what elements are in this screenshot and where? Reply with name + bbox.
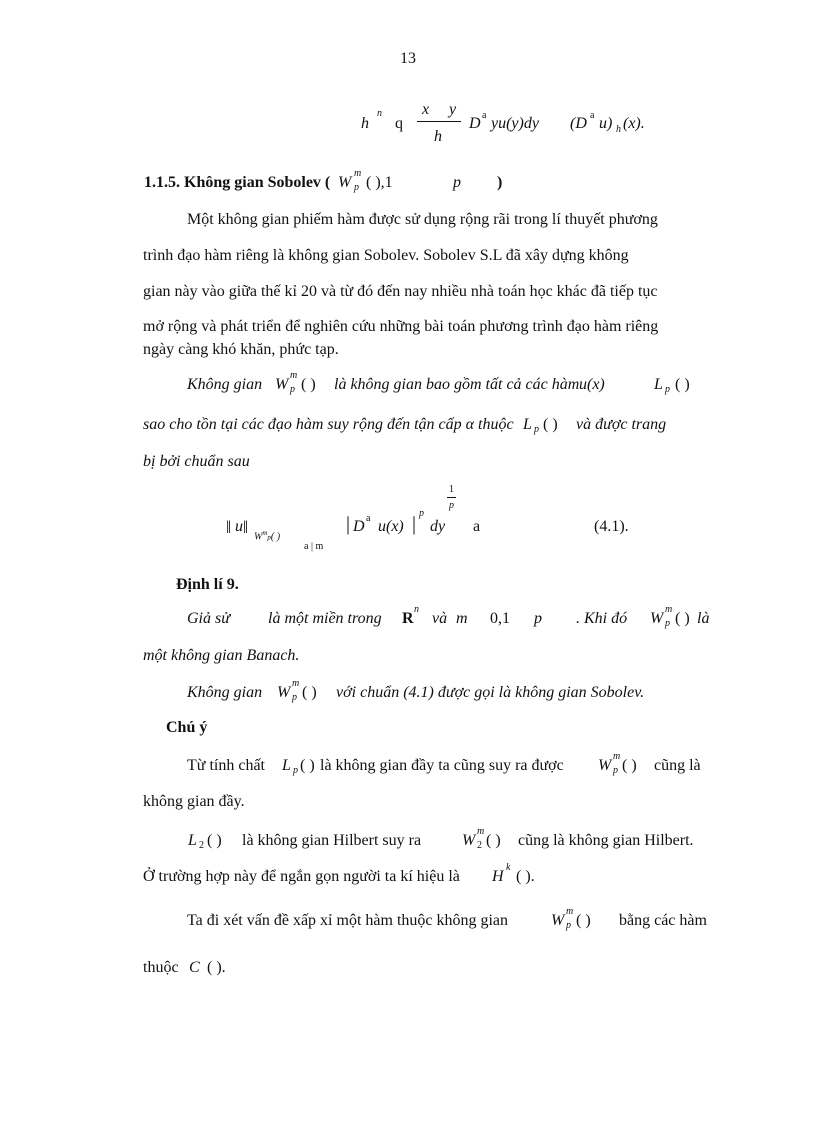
def-ux: u(x) xyxy=(579,376,605,393)
theorem-R: R xyxy=(402,610,414,627)
eq-q: q xyxy=(395,115,403,132)
note-l5-a: Ta đi xét vấn đề xấp xỉ một hàm thuộc không gian xyxy=(187,912,509,929)
theorem-l1-a: Giả sử xyxy=(187,610,230,627)
note-l5-b: bằng các hàm xyxy=(619,912,707,929)
theorem-l3-a: Không gian xyxy=(187,684,263,701)
theorem-l2: một không gian Banach. xyxy=(143,647,300,664)
theorem-W: W xyxy=(650,610,664,627)
note-L2-sub: 2 xyxy=(199,840,204,851)
theorem-m: m xyxy=(456,610,468,627)
note-title: Chú ý xyxy=(166,719,208,736)
norm-sub: $W^mp$( ) xyxy=(254,529,281,543)
norm-open-bars: ‖ xyxy=(226,517,232,537)
note-H-k: k xyxy=(506,862,511,873)
theorem-title: Định lí 9. xyxy=(176,576,239,593)
eq-n: n xyxy=(377,108,382,119)
para1-line-2: trình đạo hàm riêng là không gian Sobolev. Sobolev S.L đã xây dựng không xyxy=(143,247,629,264)
section-W: W xyxy=(338,174,352,191)
section-m: m xyxy=(354,168,362,179)
theorem-cond: 0,1 xyxy=(490,610,510,627)
eq-y: y xyxy=(449,101,457,118)
theorem-l1-d: là xyxy=(697,610,710,627)
note-l5-W-m: m xyxy=(566,906,574,917)
note-l4-b: ( ). xyxy=(516,868,535,885)
eq-rhs-x: (x). xyxy=(623,115,645,132)
note-l1-b: là không gian đầy ta cũng suy ra được xyxy=(320,757,564,774)
note-L-paren: ( ) xyxy=(300,757,315,774)
norm-tail: a xyxy=(473,518,481,535)
def-l2-a: sao cho tồn tại các đạo hàm suy rộng đến tận cấp α thuộc xyxy=(143,416,514,433)
note-l3-b: cũng là không gian Hilbert. xyxy=(518,832,694,849)
def-L-paren: ( ) xyxy=(675,376,690,393)
note-l6-b: ( ). xyxy=(207,959,226,976)
norm-abs-close: | xyxy=(412,513,417,535)
eq-rhs-alpha: a xyxy=(590,110,595,121)
norm-label: (4.1). xyxy=(594,518,629,535)
theorem-W-m: m xyxy=(665,604,673,615)
eq-fraction-bar xyxy=(417,121,461,122)
note-l6-a: thuộc xyxy=(143,959,179,976)
theorem-l3-W-p: p xyxy=(292,692,297,703)
note-l1-a: Từ tính chất xyxy=(187,757,265,774)
eq-rhs-u: u) xyxy=(599,115,613,132)
norm-D: D xyxy=(353,518,365,535)
norm-close-bars: ‖ xyxy=(243,517,249,537)
eq-integrand: yu(y)dy xyxy=(491,115,539,132)
note-L2: L xyxy=(188,832,197,849)
section-close: ) xyxy=(497,174,503,191)
def-l1-b: là không gian bao gồm tất cả các hàm xyxy=(334,376,580,393)
note-l3-a: là không gian Hilbert suy ra xyxy=(242,832,422,849)
norm-abs-open: | xyxy=(346,513,351,535)
def-L2: L xyxy=(523,416,532,433)
section-mid: ( ),1 xyxy=(366,174,393,191)
def-L: L xyxy=(654,376,663,393)
para1-line-4: mở rộng và phát triển để nghiên cứu những bài toán phương trình đạo hàm riêng xyxy=(143,318,659,335)
norm-sum-index: a | m xyxy=(304,541,324,552)
norm-ux: u(x) xyxy=(378,518,404,535)
note-l1-c: cũng là xyxy=(654,757,701,774)
theorem-R-n: n xyxy=(414,604,419,615)
norm-u: u xyxy=(235,518,243,535)
theorem-p: p xyxy=(534,610,542,627)
norm-exp-num: 1 xyxy=(449,484,454,495)
eq-h: h xyxy=(361,115,369,132)
norm-p: p xyxy=(419,508,424,519)
note-W2-sub: 2 xyxy=(477,840,482,851)
eq-rhs-h: h xyxy=(616,124,621,135)
note-l5-W: W xyxy=(551,912,565,929)
theorem-l1-b: là một miền trong xyxy=(268,610,382,627)
def-l1-a: Không gian xyxy=(187,376,263,393)
theorem-l3-b: với chuẩn (4.1) được gọi là không gian Sobolev. xyxy=(336,684,645,701)
note-C: C xyxy=(189,959,200,976)
def-W-p: p xyxy=(290,384,295,395)
def-W: W xyxy=(275,376,289,393)
note-W: W xyxy=(598,757,612,774)
para1-line-5: ngày càng khó khăn, phức tạp. xyxy=(143,341,339,358)
theorem-l3-paren: ( ) xyxy=(302,684,317,701)
eq-D: D xyxy=(469,115,481,132)
eq-rhs-open: (D xyxy=(570,115,587,132)
eq-h-den: h xyxy=(434,128,442,145)
def-L2-paren: ( ) xyxy=(543,416,558,433)
para1-line-3: gian này vào giữa thế kỉ 20 và từ đó đến nay nhiều nhà toán học khác đã tiếp tục xyxy=(143,283,658,300)
norm-a: a xyxy=(366,513,371,524)
note-L2-paren: ( ) xyxy=(207,832,222,849)
note-l5-W-p: p xyxy=(566,920,571,931)
theorem-l3-W: W xyxy=(277,684,291,701)
def-W-m: m xyxy=(290,370,298,381)
theorem-W-paren: ( ) xyxy=(675,610,690,627)
note-W-m: m xyxy=(613,751,621,762)
note-l5-paren: ( ) xyxy=(576,912,591,929)
note-W2: W xyxy=(462,832,476,849)
eq-alpha: a xyxy=(482,110,487,121)
def-l2-b: và được trang xyxy=(576,416,667,433)
def-omega-paren: ( ) xyxy=(301,376,316,393)
note-W2-paren: ( ) xyxy=(486,832,501,849)
theorem-va: và xyxy=(432,610,448,627)
note-L: L xyxy=(282,757,291,774)
page-number: 13 xyxy=(400,50,416,67)
norm-exp-den: p xyxy=(449,500,454,511)
section-p: p xyxy=(354,182,359,193)
def-L-p: p xyxy=(665,384,670,395)
def-l3: bị bởi chuẩn sau xyxy=(143,453,250,470)
note-W-p: p xyxy=(613,765,618,776)
para1-line-1: Một không gian phiếm hàm được sử dụng rộng rãi trong lí thuyết phương xyxy=(187,211,658,228)
note-L-p: p xyxy=(293,765,298,776)
note-W-paren: ( ) xyxy=(622,757,637,774)
norm-dy: dy xyxy=(430,518,446,535)
note-H: H xyxy=(492,868,504,885)
def-L2-p: p xyxy=(534,424,539,435)
note-l2: không gian đầy. xyxy=(143,793,245,810)
theorem-l1-c: . Khi đó xyxy=(576,610,628,627)
section-title-text: 1.1.5. Không gian Sobolev ( xyxy=(144,174,331,191)
eq-x: x xyxy=(422,101,430,118)
norm-exp-bar xyxy=(447,497,456,498)
theorem-l3-W-m: m xyxy=(292,678,300,689)
note-W2-m: m xyxy=(477,826,485,837)
note-l4-a: Ở trường hợp này để ngắn gọn người ta kí hiệu là xyxy=(143,868,460,885)
section-p2: p xyxy=(453,174,461,191)
theorem-W-p: p xyxy=(665,618,670,629)
